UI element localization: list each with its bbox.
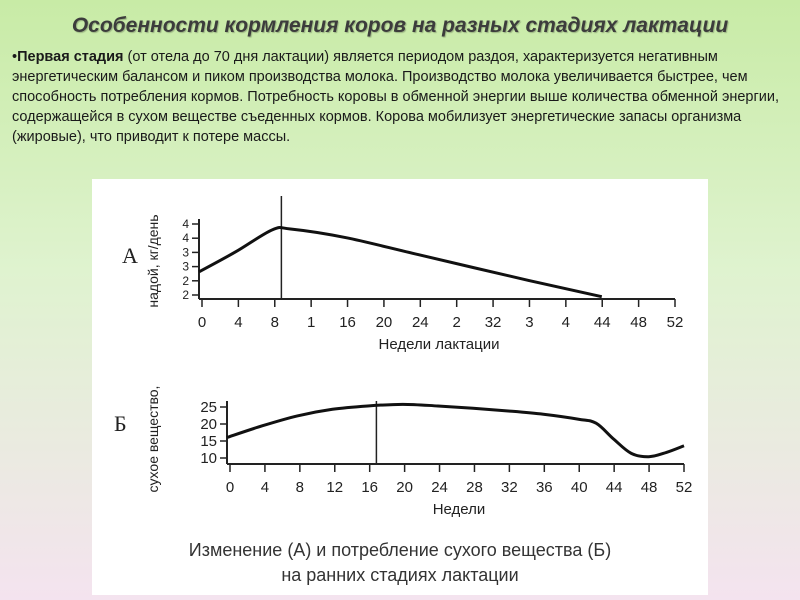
chart-b-x-tick-label: 12: [326, 479, 344, 496]
chart-a-x-tick-label: 0: [197, 314, 207, 331]
chart-a-x-tick-label: 8: [270, 314, 279, 331]
chart-a-y-tick-label: 3: [182, 245, 189, 260]
chart-a-x-tick-label: 1: [306, 314, 316, 331]
chart-a-y-tick-label: 2: [182, 288, 189, 302]
slide-title: Особенности кормления коров на разных стадиях лактации: [71, 14, 729, 37]
chart-a-x-tick-label: 52: [666, 314, 684, 331]
chart-b-x-axis-label: Недели: [432, 501, 486, 518]
bullet-marker: •: [12, 49, 18, 65]
chart-b-x-tick-label: 4: [260, 479, 270, 496]
chart-a-y-tick-label: 3: [182, 259, 189, 274]
chart-a-y-axis-label: надой, кг/день: [145, 214, 161, 308]
chart-a-x-tick-label: 32: [484, 314, 502, 331]
chart-a-x-tick-label: 48: [630, 314, 647, 331]
chart-b-x-tick-label: 24: [431, 479, 448, 496]
chart-b-x-tick-label: 20: [396, 479, 413, 496]
chart-b-y-axis-label: сухое вещество,: [145, 385, 161, 493]
chart-b: [114, 386, 692, 518]
chart-a-y-tick-label: 2: [182, 273, 189, 288]
chart-a-x-axis-label: Недели лактации: [378, 336, 500, 353]
chart-a-x-tick-label: 20: [375, 314, 393, 331]
chart-a-x-tick-label: 3: [525, 314, 534, 331]
chart-a-x-tick-label: 4: [561, 314, 571, 331]
chart-b-x-tick-label: 0: [225, 479, 235, 496]
chart-b-y-tick-label: 10: [200, 450, 217, 467]
figure-caption-line-2: на ранних стадиях лактации: [281, 565, 519, 585]
chart-b-y-tick-label: 15: [200, 433, 217, 450]
chart-a-y-tick-label: 4: [182, 231, 189, 246]
chart-a-x-tick-label: 24: [411, 314, 429, 331]
chart-a-y-tick-label: 4: [182, 217, 189, 231]
chart-b-x-tick-label: 28: [466, 479, 483, 496]
chart-a-x-tick-label: 16: [339, 314, 356, 331]
lactation-figure: [92, 179, 708, 595]
figure-caption-line-1: Изменение (А) и потребление сухого вещества (Б): [188, 540, 612, 560]
chart-a-x-tick-label: 4: [234, 314, 243, 331]
stage-description-text: (от отела до 70 дня лактации) является периодом раздоя, характеризуется негативным энергетическим балансом и пиком производства молока. Производство молока увеличивается быстрее, чем способность потребления кормов. Потребность коровы в обменной энергии выше количества обменной энергии, содержащейся в сухом веществе съеденных кормов. Корова мобилизует энергетические запасы организма (жировые), что приводит к потере массы.: [12, 49, 779, 145]
chart-b-x-tick-label: 16: [361, 479, 379, 496]
chart-b-x-tick-label: 36: [535, 479, 553, 496]
chart-b-x-tick-label: 40: [570, 479, 588, 496]
chart-a-x-tick-label: 2: [452, 314, 461, 331]
chart-a-milk-yield-line: [199, 228, 602, 297]
lactation-stage-description: [12, 47, 782, 147]
chart-b-x-tick-label: 8: [295, 479, 305, 496]
chart-b-y-tick-label: 20: [200, 416, 217, 433]
chart-a: [122, 196, 683, 353]
lactation-charts: [92, 179, 708, 595]
chart-b-y-tick-label: 25: [200, 399, 217, 416]
chart-b-x-tick-label: 44: [605, 479, 623, 496]
chart-b-dry-matter-line: [227, 404, 684, 456]
chart-b-x-tick-label: 48: [640, 479, 658, 496]
chart-a-panel-label: А: [122, 243, 138, 268]
chart-a-x-tick-label: 44: [593, 314, 611, 331]
chart-b-panel-label: Б: [114, 411, 127, 436]
chart-b-x-tick-label: 52: [675, 479, 693, 496]
stage-name: Первая стадия: [17, 49, 124, 65]
chart-b-x-tick-label: 32: [501, 479, 518, 496]
